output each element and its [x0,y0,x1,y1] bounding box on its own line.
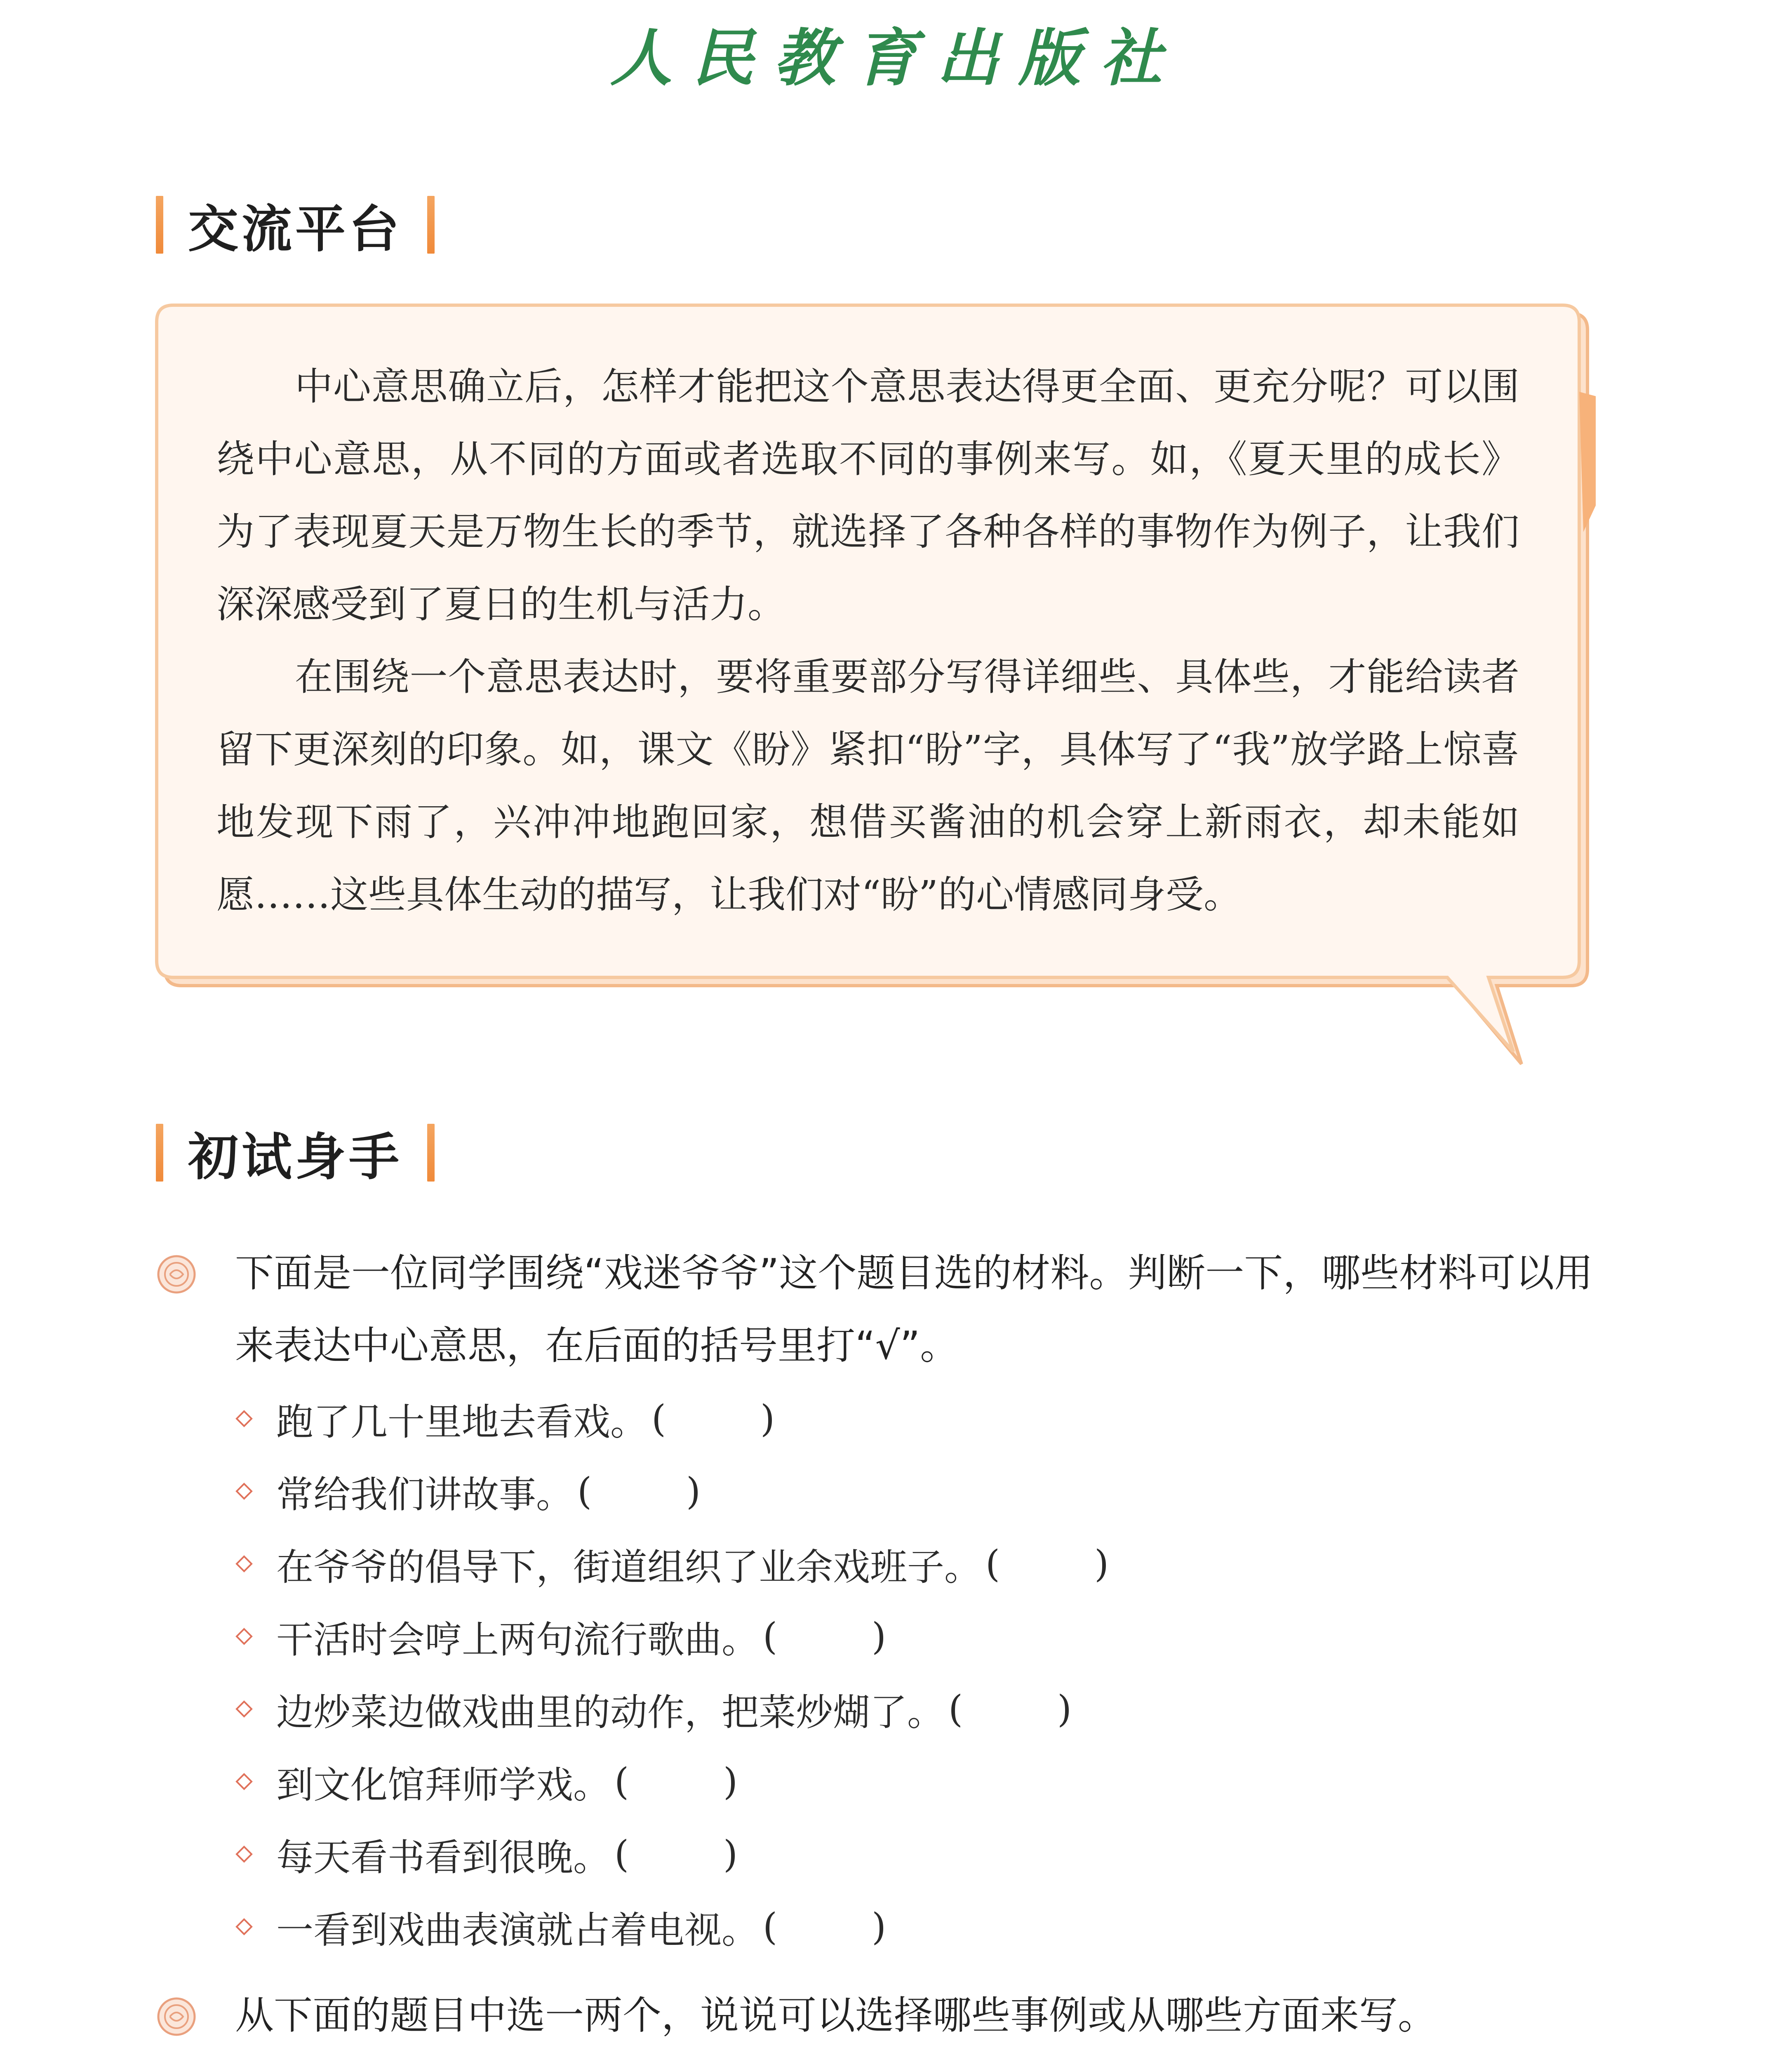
diamond-bullet-icon [235,1555,253,1573]
topic-item [276,2058,466,2062]
topic-row-1 [276,2058,1513,2062]
option-text: 干活时会哼上两句流行歌曲。 [276,1618,759,1662]
exercise-1 [156,1237,1607,1963]
option-text: 到文化馆拜师学戏。 [276,1763,610,1807]
option-item [235,1745,1607,1818]
diamond-bullet-icon [235,1700,253,1718]
section-heading-trial [156,1122,435,1184]
section-heading-exchange [156,194,435,259]
option-item [235,1528,1607,1600]
topic-list [276,2058,1513,2062]
heading-bar-right [427,1124,435,1182]
answer-blank[interactable]: ( ) [614,1832,738,1876]
section-title: 初试身手 [188,1128,402,1186]
diamond-bullet-icon [235,1772,253,1791]
option-item [235,1382,1607,1455]
paragraph-2: 在围绕一个意思表达时，要将重要部分写得详细些、具体些，才能给读者留下更深刻的印象。如，课文《盼》紧扣“盼”字，具体写了“我”放学路上惊喜地发现下雨了，兴冲冲地跑回家，想借买酱油的机会穿上新雨衣，却未能如愿……这些具体生动的描写，让我们对“盼”的心情感同身受。 [216,655,1519,917]
diamond-bullet-icon [235,1410,253,1428]
option-text: 常给我们讲故事。 [276,1473,573,1516]
answer-blank[interactable]: ( ) [651,1397,775,1441]
seal-icon [156,1996,197,2037]
option-text: 一看到戏曲表演就占着电视。 [276,1909,759,1952]
answer-blank[interactable]: ( ) [948,1687,1072,1731]
bubble-text [216,351,1519,931]
option-item [235,1673,1607,1745]
section-title: 交流平台 [188,200,402,259]
diamond-bullet-icon [235,1845,253,1863]
exercise-2 [156,1980,1607,2052]
option-item [235,1600,1607,1673]
option-text: 跑了几十里地去看戏。 [276,1401,647,1444]
answer-blank[interactable]: ( ) [614,1760,738,1803]
option-item [235,1890,1607,1963]
option-item [235,1818,1607,1890]
diamond-bullet-icon [235,1482,253,1500]
exercise-2-question [156,1980,1607,2052]
heading-bar-right [427,196,435,254]
heading-bar-left [156,1124,163,1182]
answer-blank[interactable]: ( ) [763,1615,887,1658]
exercise-2-prompt: 从下面的题目中选一两个，说说可以选择哪些事例或从哪些方面来写。 [235,1993,1437,2038]
seal-icon [156,1254,197,1295]
option-text: 每天看书看到很晚。 [276,1836,610,1879]
exercise-1-options [235,1382,1607,1963]
answer-blank[interactable]: ( ) [763,1905,887,1949]
diamond-bullet-icon [235,1627,253,1645]
publisher-logo-top: 人民教育出版社 [610,22,1182,94]
option-text: 边炒菜边做戏曲里的动作，把菜炒煳了。 [276,1691,944,1734]
topic-item [651,2058,803,2062]
answer-blank[interactable]: ( ) [985,1542,1109,1586]
heading-bar-left [156,196,163,254]
topic-item [1105,2058,1333,2062]
exercise-1-prompt: 下面是一位同学围绕“戏迷爷爷”这个题目选的材料。判断一下，哪些材料可以用来表达中心意思，在后面的括号里打“√”。 [235,1251,1593,1368]
answer-blank[interactable]: ( ) [577,1469,701,1513]
paragraph-1: 中心意思确立后，怎样才能把这个意思表达得更全面、更充分呢？可以围绕中心意思，从不同的方面或者选取不同的事例来写。如，《夏天里的成长》为了表现夏天是万物生长的季节，就选择了各种各样的事物作为例子，让我们深深感受到了夏日的生机与活力。 [216,365,1519,626]
exercise-1-question [156,1237,1607,1382]
option-item [235,1455,1607,1528]
diamond-bullet-icon [235,1918,253,1936]
option-text: 在爷爷的倡导下，街道组织了业余戏班子。 [276,1546,981,1589]
speech-bubble [153,301,1596,1085]
